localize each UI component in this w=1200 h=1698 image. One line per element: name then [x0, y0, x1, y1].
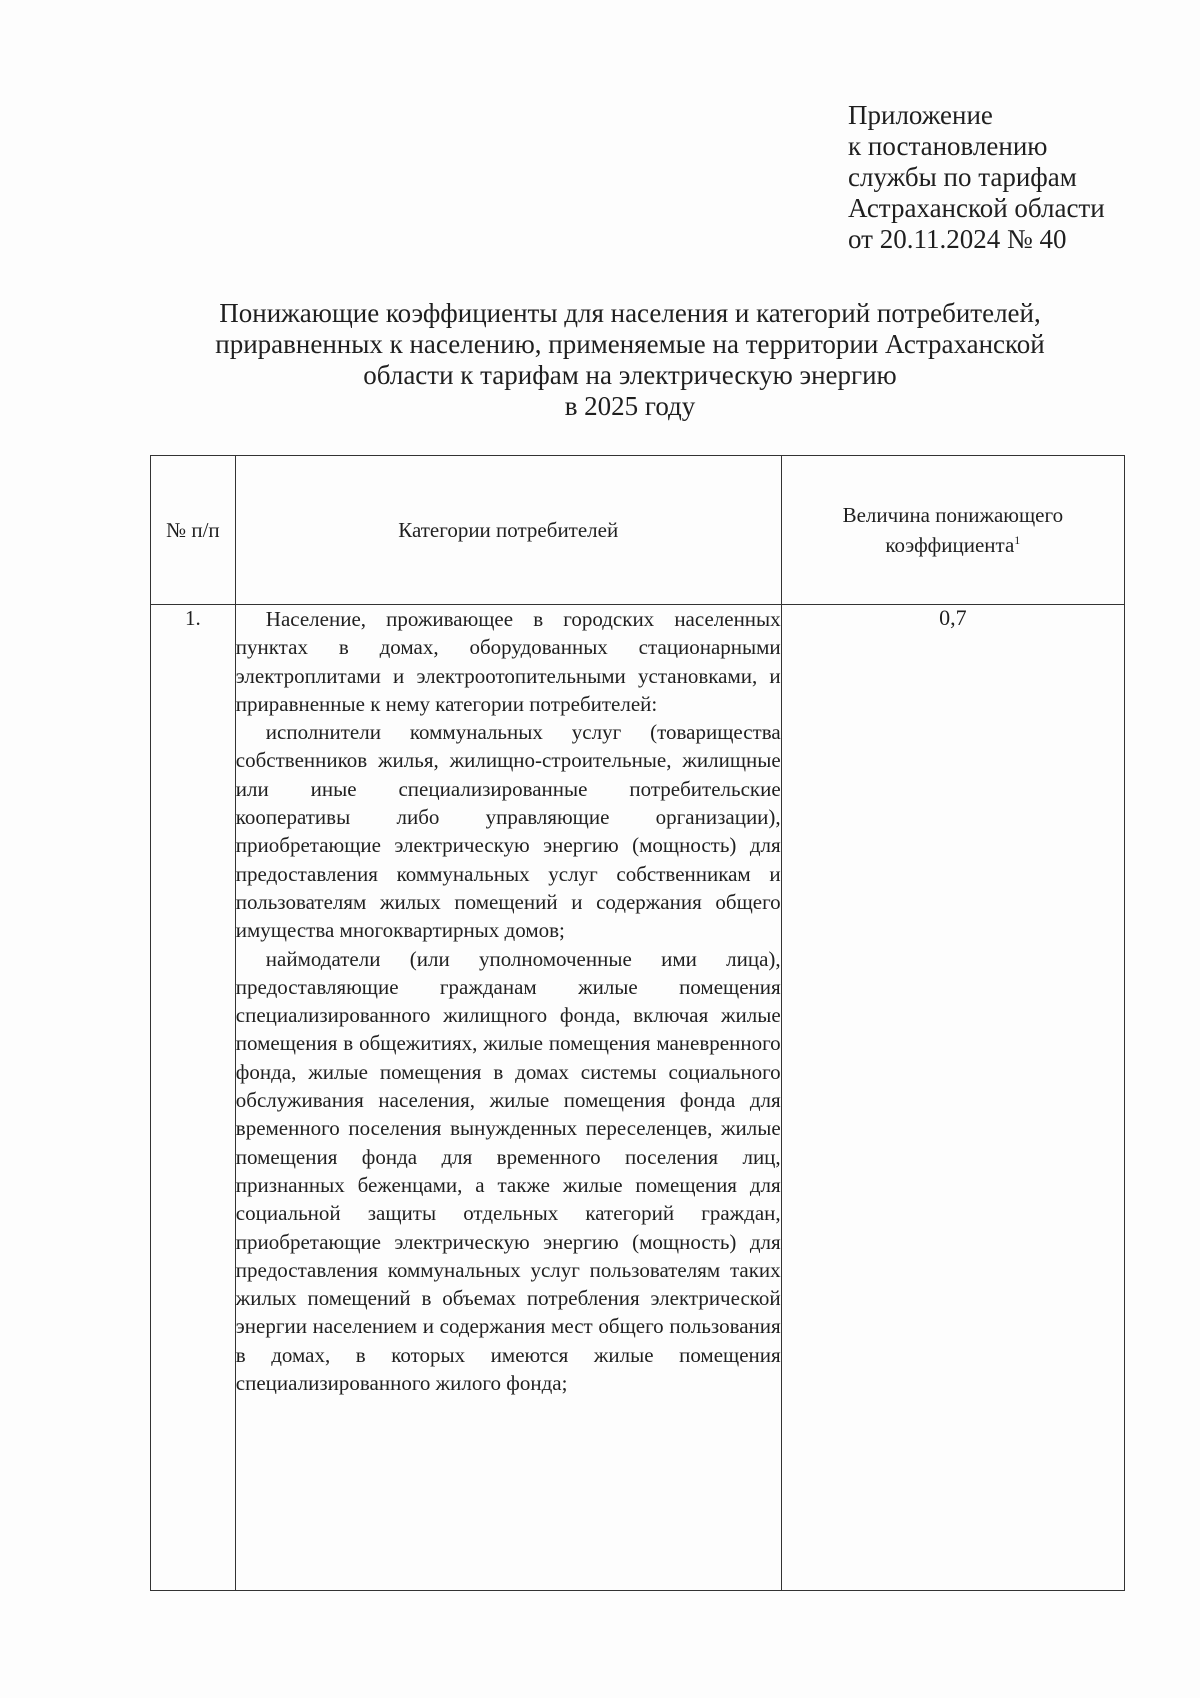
table-row — [151, 605, 1125, 1591]
appendix-block — [848, 100, 1168, 255]
row-coefficient-value: 0,7 — [781, 605, 1124, 1591]
table-header-row — [151, 456, 1125, 605]
appendix-line: Приложение — [848, 100, 993, 130]
row-category — [235, 605, 781, 1591]
header-value — [781, 456, 1124, 605]
category-paragraph: исполнители коммунальных услуг (товарищества собственников жилья, жилищно-строительные, жилищные или иные специализированные потребительские кооперативы либо управляющие организации), приобретающие электрическую энергию (мощность) для предоставления коммунальных услуг собственникам и пользователям жилых помещений и содержания общего имущества многоквартирных домов; — [235, 720, 781, 943]
appendix-line: от 20.11.2024 № 40 — [848, 224, 1067, 254]
header-category: Категории потребителей — [235, 456, 781, 605]
row-number: 1. — [151, 605, 236, 1591]
header-number: № п/п — [151, 456, 236, 605]
title-line: приравненных к населению, применяемые на территории Астраханской — [215, 329, 1045, 359]
appendix-line: к постановлению — [848, 131, 1048, 161]
appendix-line: службы по тарифам — [848, 162, 1077, 192]
coefficients-table — [150, 455, 1125, 1591]
category-paragraph: Население, проживающее в городских населенных пунктах в домах, оборудованных стационарными электроплитами и электроотопительными установками, и приравненные к нему категории потребителей: — [235, 607, 781, 716]
title-line: области к тарифам на электрическую энергию — [363, 360, 897, 390]
category-paragraph: наймодатели (или уполномоченные ими лица), предоставляющие гражданам жилые помещения специализированного жилищного фонда, включая жилые помещения в общежитиях, жилые помещения маневренного фонда, жилые помещения в домах системы социального обслуживания населения, жилые помещения фонда для временного поселения вынужденных переселенцев, жилые помещения фонда для временного поселения лиц, признанных беженцами, а также жилые помещения для социальной защиты отдельных категорий граждан, приобретающие электрическую энергию (мощность) для предоставления коммунальных услуг пользователям таких жилых помещений в объемах потребления электрической энергии населением и содержания мест общего пользования в домах, в которых имеются жилые помещения специализированного жилого фонда; — [235, 946, 781, 1396]
footnote-marker: 1 — [1014, 532, 1021, 547]
title-line: Понижающие коэффициенты для населения и категорий потребителей, — [219, 298, 1041, 328]
document-title — [170, 298, 1090, 422]
appendix-line: Астраханской области — [848, 193, 1105, 223]
title-line: в 2025 году — [564, 391, 696, 421]
header-value-label: Величина понижающего коэффициента — [842, 502, 1064, 557]
